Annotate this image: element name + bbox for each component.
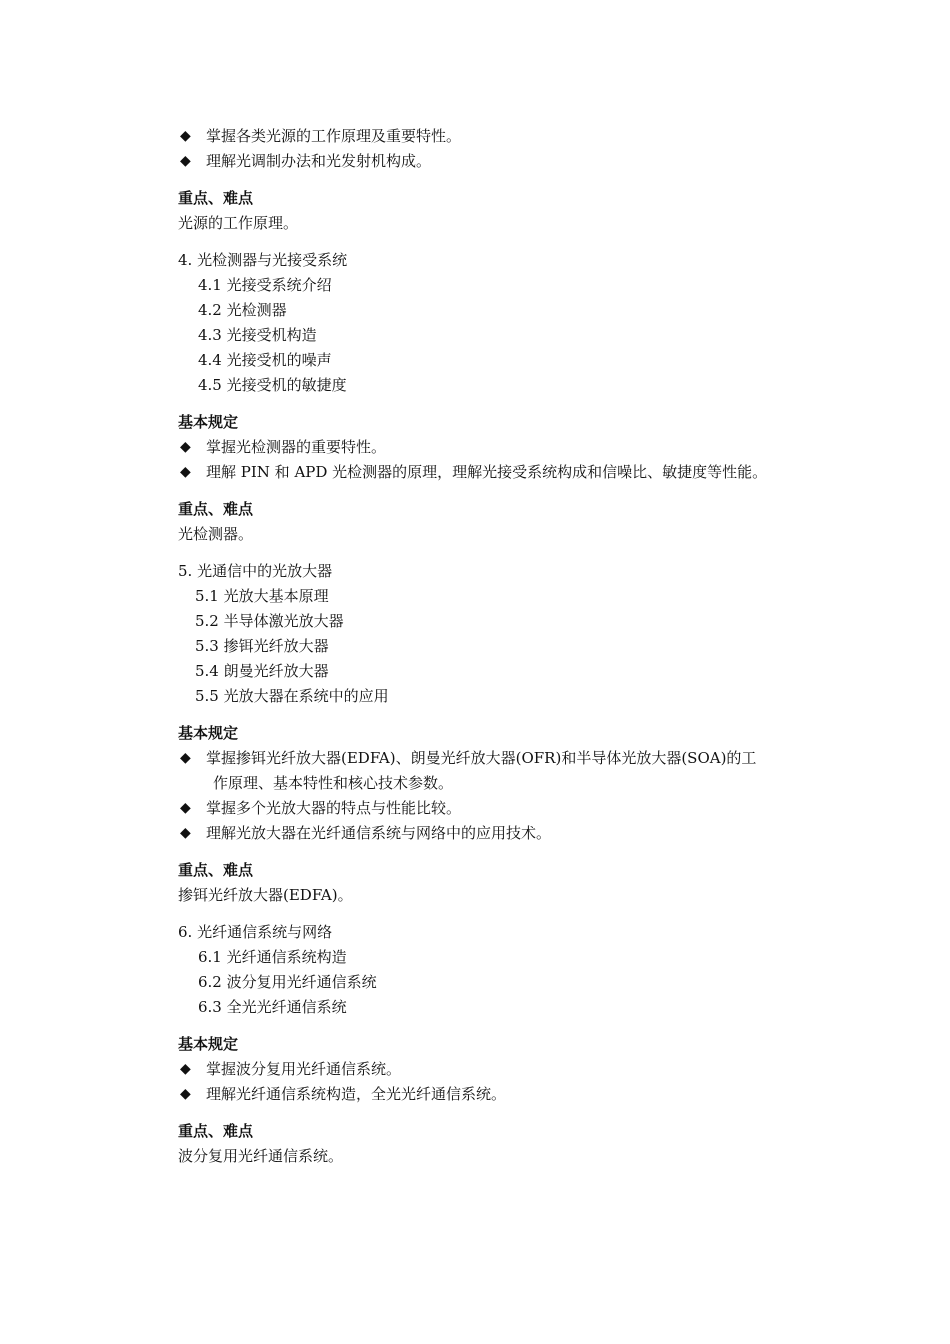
key-points-text: 光源的工作原理。 [178, 214, 299, 232]
list-item: ◆ 掌握多个光放大器的特点与性能比较。 [178, 796, 838, 821]
basic-requirements-heading: 基本规定 [178, 1035, 239, 1053]
section-item: 5.3 掺铒光纤放大器 [195, 637, 329, 655]
list-item: ◆ 掌握各类光源的工作原理及重要特性。 [178, 124, 838, 149]
diamond-bullet-icon: ◆ [180, 825, 191, 841]
list-item: ◆ 理解 PIN 和 APD 光检测器的原理，理解光接受系统构成和信噪比、敏捷度等性能。 [178, 460, 838, 485]
key-points-text: 掺铒光纤放大器(EDFA)。 [178, 886, 353, 904]
basic-requirements-heading: 基本规定 [178, 724, 239, 742]
section-item: 5.1 光放大基本原理 [195, 587, 329, 605]
section-item: 6.3 全光光纤通信系统 [198, 998, 347, 1016]
chapter-title: 6. 光纤通信系统与网络 [178, 923, 333, 941]
list-item: ◆ 掌握波分复用光纤通信系统。 [178, 1057, 838, 1082]
diamond-bullet-icon: ◆ [180, 153, 191, 169]
section-item: 6.2 波分复用光纤通信系统 [198, 973, 377, 991]
section-item: 4.2 光检测器 [198, 301, 287, 319]
diamond-bullet-icon: ◆ [180, 1061, 191, 1077]
section-item: 4.5 光接受机的敏捷度 [198, 376, 347, 394]
list-item: ◆ 理解光调制办法和光发射机构成。 [178, 149, 838, 174]
list-item: ◆ 理解光放大器在光纤通信系统与网络中的应用技术。 [178, 821, 838, 846]
diamond-bullet-icon: ◆ [180, 750, 191, 766]
key-points-heading: 重点、难点 [178, 861, 254, 879]
section-item: 6.1 光纤通信系统构造 [198, 948, 347, 966]
section-item: 4.1 光接受系统介绍 [198, 276, 332, 294]
diamond-bullet-icon: ◆ [180, 128, 191, 144]
key-points-text: 光检测器。 [178, 525, 254, 543]
diamond-bullet-icon: ◆ [180, 1086, 191, 1102]
section-item: 5.2 半导体激光放大器 [195, 612, 344, 630]
diamond-bullet-icon: ◆ [180, 464, 191, 480]
list-item-continuation: 作原理、基本特性和核心技术参数。 [213, 774, 454, 792]
key-points-heading: 重点、难点 [178, 1122, 254, 1140]
section-item: 5.5 光放大器在系统中的应用 [195, 687, 389, 705]
key-points-heading: 重点、难点 [178, 189, 254, 207]
basic-requirements-heading: 基本规定 [178, 413, 239, 431]
list-item: ◆ 掌握光检测器的重要特性。 [178, 435, 838, 460]
section-item: 5.4 朗曼光纤放大器 [195, 662, 329, 680]
list-item: ◆ 掌握掺铒光纤放大器(EDFA)、朗曼光纤放大器(OFR)和半导体光放大器(SOA)的工 [178, 746, 838, 771]
chapter-title: 5. 光通信中的光放大器 [178, 562, 333, 580]
key-points-text: 波分复用光纤通信系统。 [178, 1147, 344, 1165]
section-item: 4.4 光接受机的噪声 [198, 351, 332, 369]
list-item: ◆ 理解光纤通信系统构造，全光光纤通信系统。 [178, 1082, 838, 1107]
section-item: 4.3 光接受机构造 [198, 326, 317, 344]
diamond-bullet-icon: ◆ [180, 439, 191, 455]
document-page [178, 124, 838, 1169]
key-points-heading: 重点、难点 [178, 500, 254, 518]
chapter-title: 4. 光检测器与光接受系统 [178, 251, 348, 269]
diamond-bullet-icon: ◆ [180, 800, 191, 816]
